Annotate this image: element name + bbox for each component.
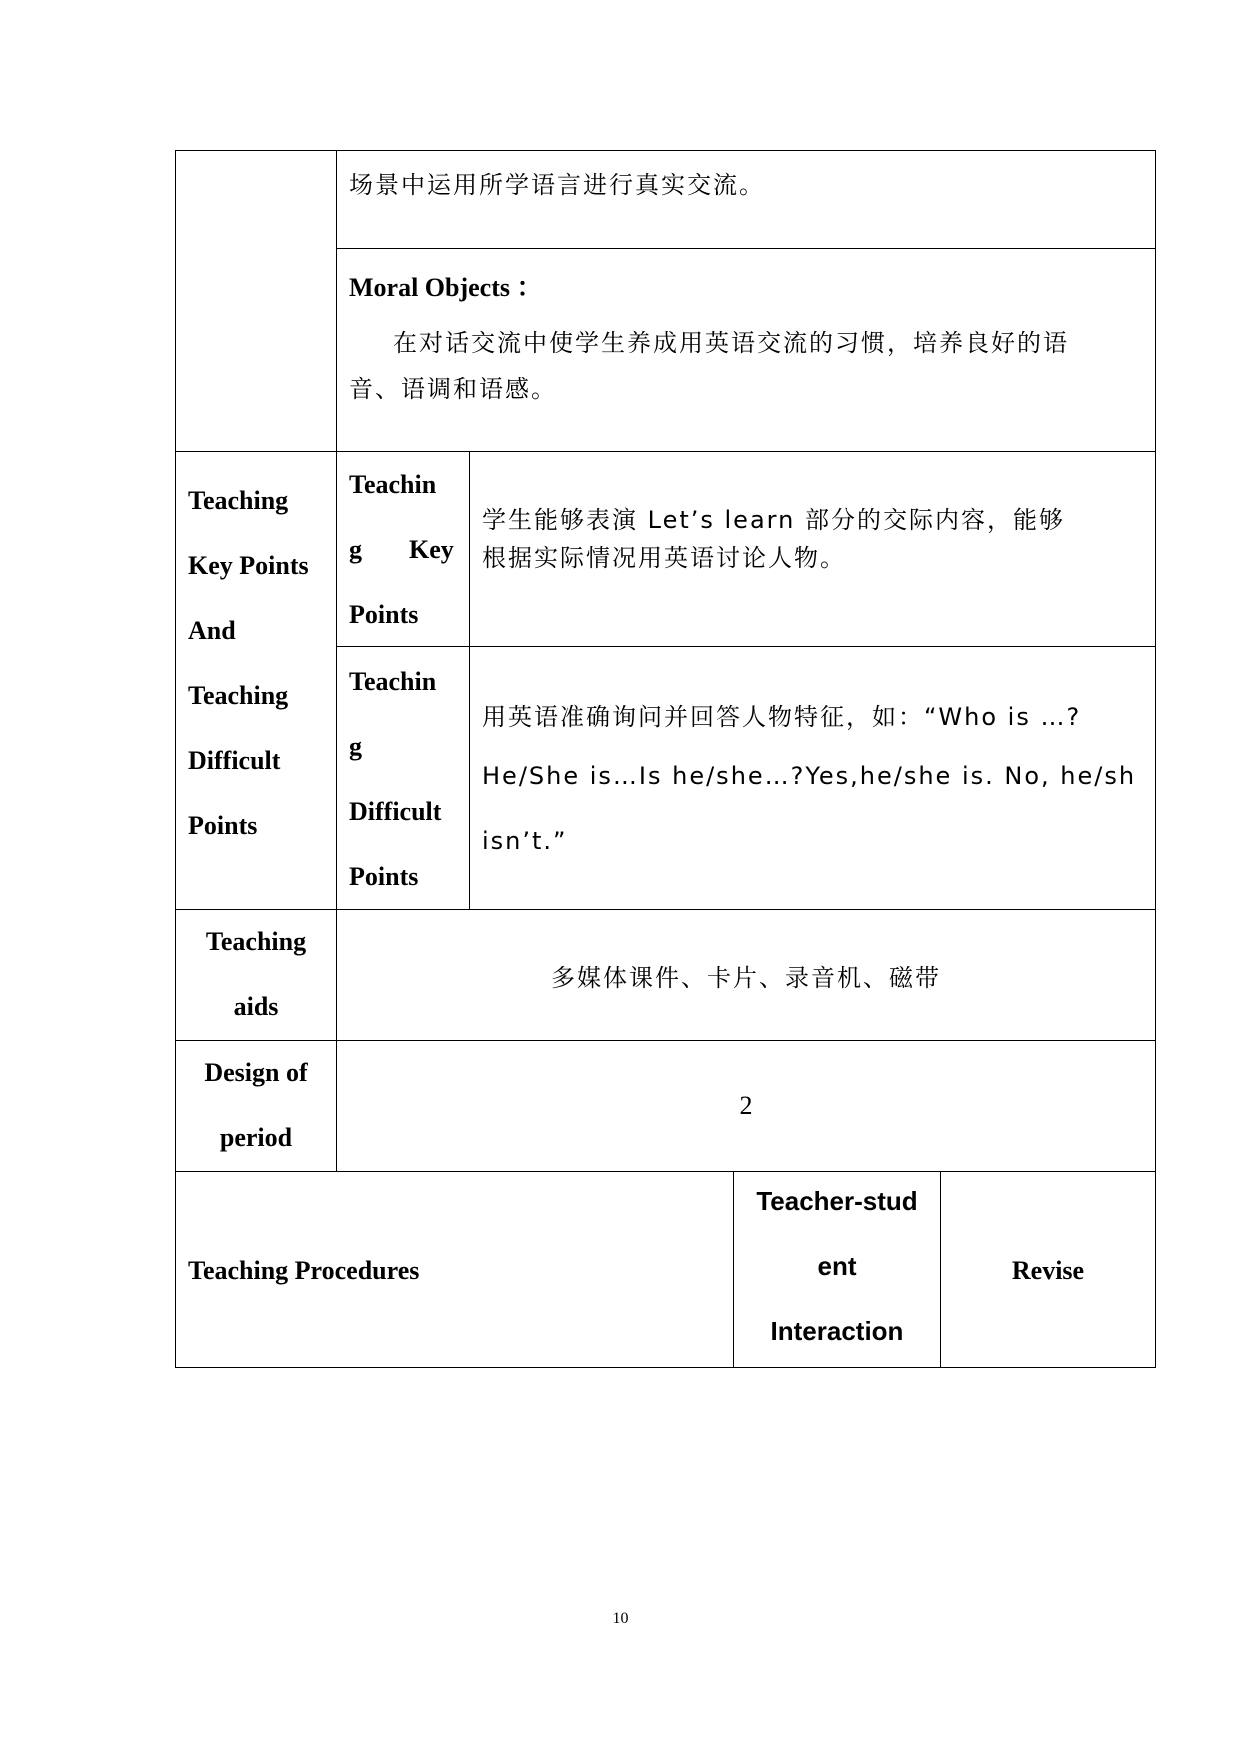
difficult-points-text-line2: He/She is…Is he/she…?Yes,he/she is. No, he/sh — [482, 762, 1137, 790]
teaching-aids-label-line2: aids — [233, 992, 279, 1021]
key-difficult-label-line4: Teaching — [188, 681, 289, 710]
teaching-procedures-label: Teaching Procedures — [188, 1256, 420, 1285]
key-points-label-line1: Teachin — [349, 470, 437, 499]
difficult-points-text-line3: isn’t.” — [482, 827, 568, 855]
difficult-points-label-line4: Points — [349, 862, 419, 891]
design-of-period-label-cell — [175, 1040, 337, 1172]
goals-continuation-text: 场景中运用所学语言进行真实交流。 — [349, 171, 765, 199]
teaching-aids-label-cell — [175, 909, 337, 1041]
difficult-points-label-line3: Difficult — [349, 797, 442, 826]
teaching-aids-value: 多媒体课件、卡片、录音机、磁带 — [551, 964, 941, 992]
design-of-period-value-cell — [336, 1040, 1156, 1172]
revise-cell — [940, 1171, 1156, 1368]
design-of-period-label-line2: period — [219, 1123, 293, 1152]
key-points-label-line3: Points — [349, 600, 419, 629]
goals-continuation-cell — [336, 150, 1156, 249]
key-difficult-label-line2: Key Points — [188, 551, 309, 580]
key-points-label-line2a: g — [349, 535, 362, 564]
design-of-period-value: 2 — [739, 1091, 753, 1120]
moral-objects-label: Moral Objects ： — [349, 273, 543, 302]
difficult-points-label-line1: Teachin — [349, 667, 437, 696]
teaching-aids-value-cell — [336, 909, 1156, 1041]
moral-objects-cell — [336, 248, 1156, 452]
interaction-label-line1: Teacher-stud — [756, 1186, 918, 1216]
moral-objects-text-line2: 音、语调和语感。 — [349, 375, 557, 403]
moral-objects-text-line1: 在对话交流中使学生养成用英语交流的习惯，培养良好的语 — [393, 329, 1069, 357]
goals-label-cell — [175, 150, 337, 452]
key-difficult-label-line1: Teaching — [188, 486, 289, 515]
key-points-text-line2: 根据实际情况用英语讨论人物。 — [482, 544, 846, 572]
key-difficult-label-line6: Points — [188, 811, 258, 840]
interaction-cell — [733, 1171, 941, 1368]
teaching-procedures-cell — [175, 1171, 734, 1368]
key-points-label-cell — [336, 451, 470, 647]
design-of-period-label-line1: Design of — [204, 1058, 308, 1087]
key-points-text-line1: 学生能够表演 Let’s learn 部分的交际内容，能够 — [482, 506, 1065, 534]
key-difficult-label-line5: Difficult — [188, 746, 281, 775]
key-difficult-label-line3: And — [188, 616, 236, 645]
key-points-label-line2b: Key — [409, 535, 454, 564]
teaching-aids-label-line1: Teaching — [205, 927, 307, 956]
interaction-label-line3: Interaction — [770, 1316, 904, 1346]
difficult-points-text-line1: 用英语准确询问并回答人物特征，如：“Who is …? — [482, 703, 1082, 731]
difficult-points-text-cell — [469, 646, 1156, 910]
key-points-text-cell — [469, 451, 1156, 647]
difficult-points-label-cell — [336, 646, 470, 910]
difficult-points-label-line2: g — [349, 732, 362, 761]
revise-label: Revise — [1011, 1256, 1085, 1285]
key-difficult-label-cell — [175, 451, 337, 910]
page-number: 10 — [612, 1610, 629, 1627]
interaction-label-line2: ent — [817, 1251, 857, 1281]
